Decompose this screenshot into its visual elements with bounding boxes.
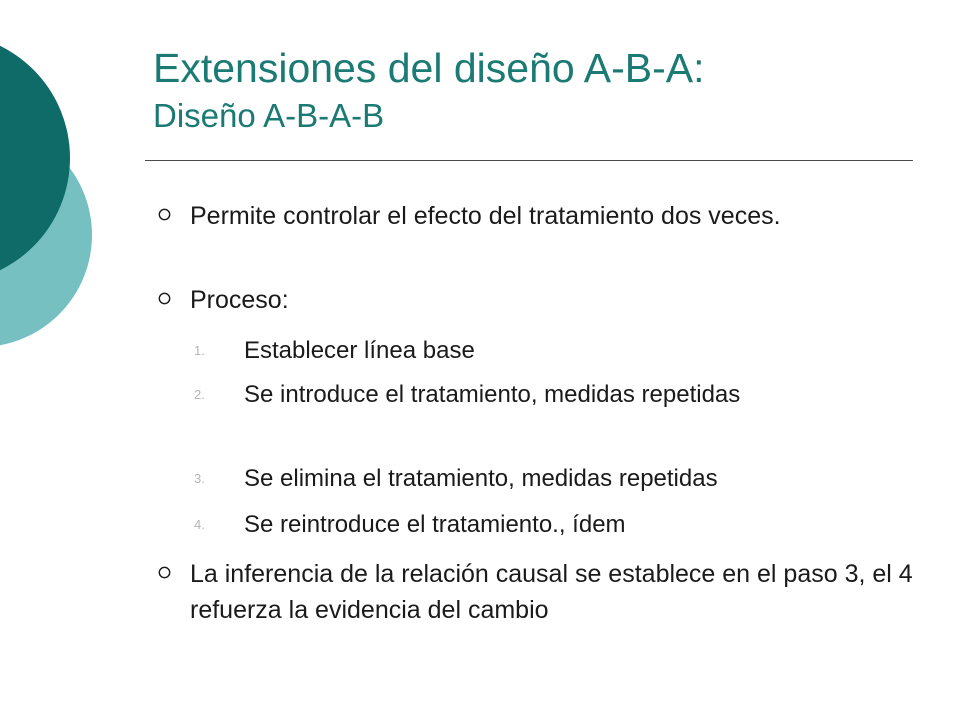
step-text: Se reintroduce el tratamiento., ídem: [244, 511, 626, 538]
step-number: 1.: [194, 343, 205, 358]
step-text: Establecer línea base: [244, 337, 475, 364]
step-text: Se introduce el tratamiento, medidas repetidas: [244, 381, 741, 408]
bullet-text: Permite controlar el efecto del tratamiento dos veces.: [190, 202, 781, 230]
bullet-text: Proceso:: [190, 286, 289, 314]
hollow-circle-bullet-icon: [158, 208, 171, 221]
step-number: 2.: [194, 387, 205, 402]
bullet-text: La inferencia de la relación causal se establece en el paso 3, el 4 refuerza la evidencia del cambio: [190, 560, 913, 624]
hollow-circle-bullet-icon: [158, 292, 171, 305]
slide-subtitle: Diseño A-B-A-B: [153, 97, 385, 134]
slide-title-block: [153, 42, 913, 138]
slide-title: Extensiones del diseño A-B-A:: [153, 45, 705, 91]
step-number: 4.: [194, 517, 205, 532]
hollow-circle-bullet-icon: [158, 566, 171, 579]
step-number: 3.: [194, 471, 205, 486]
title-divider: [145, 160, 913, 161]
step-text: Se elimina el tratamiento, medidas repetidas: [244, 465, 718, 492]
decorative-circles: [0, 0, 120, 420]
